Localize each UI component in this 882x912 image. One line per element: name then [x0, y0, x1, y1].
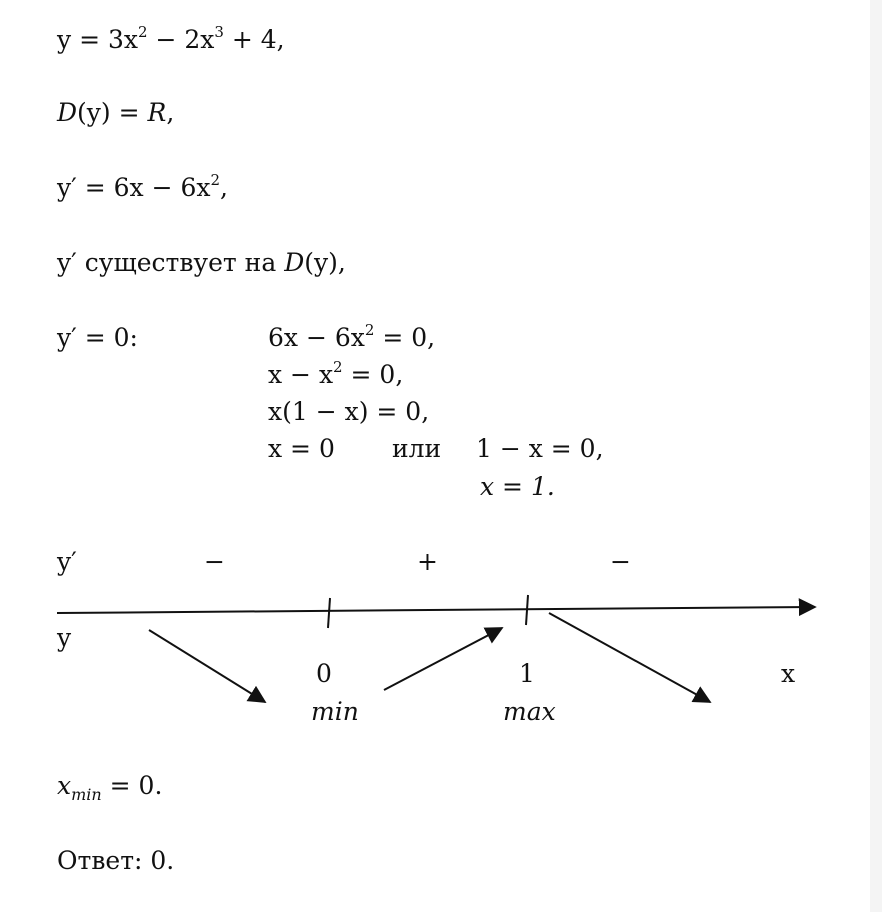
function-row-label: y	[57, 623, 72, 652]
exists-text: y′ существует на	[57, 248, 285, 277]
min-label: min	[311, 697, 359, 726]
number-line-axis	[57, 607, 815, 613]
function-part-b: − 2x	[147, 25, 215, 54]
eq1-part-b: = 0,	[374, 323, 436, 352]
tick-mark-1	[526, 595, 528, 625]
xmin-subscript: min	[71, 785, 102, 804]
eq2-part-a: x − x	[268, 360, 334, 389]
critical-point-label: y′ = 0:	[57, 323, 138, 352]
xmin-value: = 0.	[101, 771, 163, 800]
equation-5: x = 1.	[480, 472, 555, 501]
decreasing-arrow-right	[549, 613, 710, 702]
point-zero-label: 0	[316, 659, 332, 688]
eq1-exponent: 2	[364, 321, 375, 339]
domain-end: ,	[166, 98, 175, 127]
derivative-end: ,	[220, 173, 228, 202]
real-numbers-symbol: R	[147, 98, 167, 127]
eq1-part-a: 6x − 6x	[268, 323, 365, 352]
exists-domain-symbol: D	[284, 248, 305, 277]
answer-line: Ответ: 0.	[57, 846, 175, 875]
sign-minus-left: −	[204, 547, 225, 576]
function-part-c: + 4,	[223, 25, 285, 54]
domain-symbol: D	[57, 98, 78, 127]
equation-4-or: или	[392, 434, 442, 463]
exists-end: (y),	[304, 248, 346, 277]
equation-4-right: 1 − x = 0,	[476, 434, 604, 463]
x-axis-label: x	[781, 659, 796, 688]
derivative-exponent: 2	[210, 171, 221, 189]
derivative-expression: y′ = 6x − 6x	[57, 173, 211, 202]
equation-3: x(1 − x) = 0,	[268, 397, 430, 426]
exponent-3: 3	[214, 23, 224, 41]
sign-plus-middle: +	[417, 547, 438, 576]
eq2-exponent: 2	[333, 358, 343, 376]
max-label: max	[503, 697, 556, 726]
minimum-point-result	[57, 771, 163, 804]
decreasing-arrow-left	[149, 630, 265, 702]
xmin-variable: x	[57, 771, 72, 800]
derivative-row-label: y′	[57, 547, 77, 576]
eq2-part-b: = 0,	[342, 360, 404, 389]
point-one-label: 1	[519, 659, 535, 688]
tick-mark-0	[328, 598, 330, 628]
equation-4-left: x = 0	[268, 434, 335, 463]
sign-minus-right: −	[610, 547, 631, 576]
increasing-arrow-middle	[384, 628, 502, 690]
exponent-2: 2	[137, 23, 148, 41]
domain-rest: (y) =	[77, 98, 148, 127]
function-part-a: y = 3x	[57, 25, 138, 54]
